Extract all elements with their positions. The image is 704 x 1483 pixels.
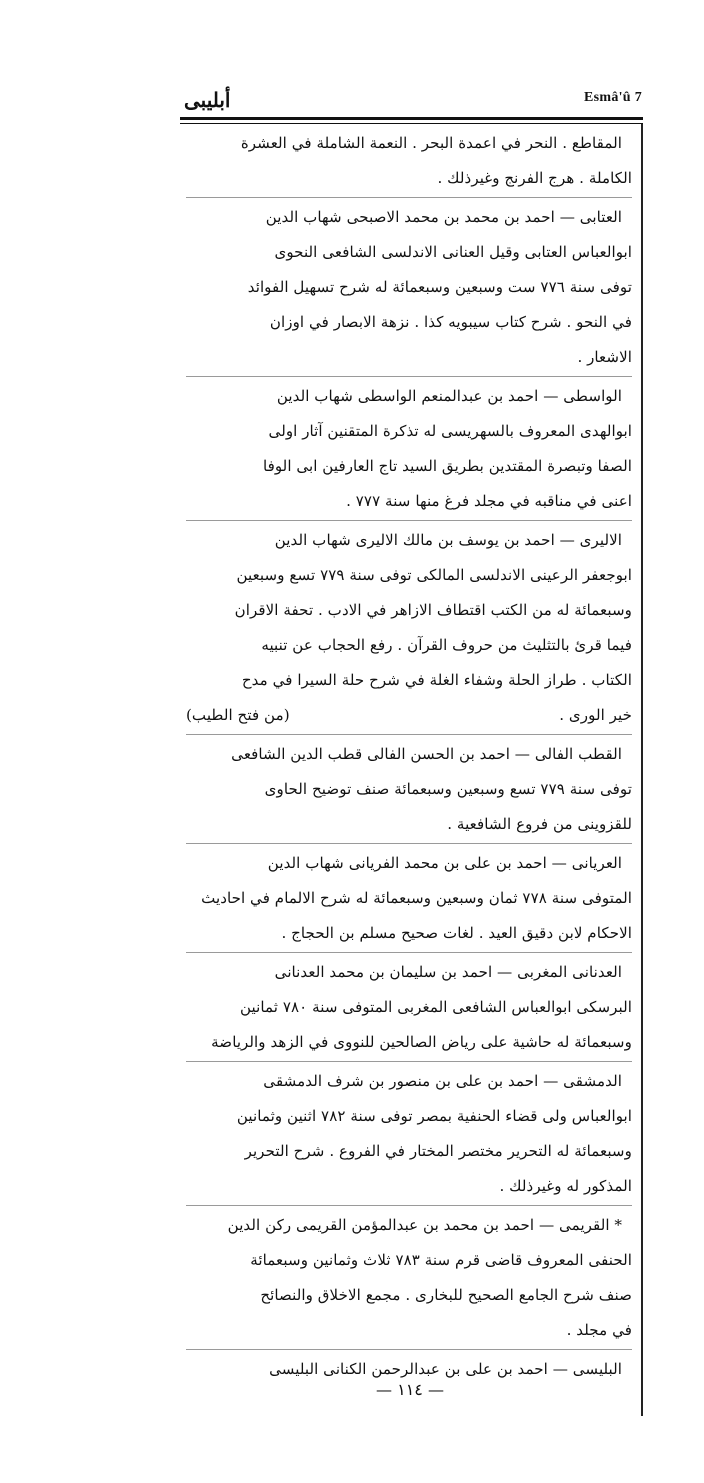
running-head [180,88,642,116]
entry-line: ابوالعباس العتابى وقيل العنانى الاندلسى الشافعى النحوى [274,243,632,261]
entry-line: توفى سنة ٧٧٦ ست وسبعين وسبعمائة له شرح تسهيل الفوائد [247,278,632,296]
entry-separator [186,1205,632,1206]
entry-separator [186,952,632,953]
entry-separator [186,520,632,521]
biography-entry [186,200,632,375]
entry-line: ابوالهدى المعروف بالسهريسى له تذكرة المتقنين آثار اولى [268,422,632,440]
entry-line: الدمشقى — احمد بن على بن منصور بن شرف الدمشقى [263,1072,622,1090]
entry-line: في مجلد . [566,1321,632,1339]
entry-line: العدنانى المغربى — احمد بن سليمان بن محمد العدنانى [274,963,622,981]
entry-line: القطب الفالى — احمد بن الحسن الفالى قطب الدين الشافعى [231,745,622,763]
running-title: أبليبى [184,88,231,112]
entry-line-text: خير الورى . [559,706,632,724]
biography-entry [186,523,632,733]
entry-line: العتابى — احمد بن محمد بن محمد الاصبحى شهاب الدين [265,208,622,226]
biography-entry [186,379,632,519]
entry-line: المتوفى سنة ٧٧٨ ثمان وسبعين وسبعمائة له شرح الالمام في احاديث [201,889,632,907]
margin-rule [641,124,643,1416]
source-citation: (من فتح الطيب) [186,706,290,724]
entry-line: المذكور له وغيرذلك . [499,1177,632,1195]
entry-separator [186,1061,632,1062]
biography-entry [186,126,632,196]
biography-entry [186,955,632,1060]
entry-line: اعنى في مناقبه في مجلد فرغ منها سنة ٧٧٧ . [346,492,632,510]
entry-line: ابوالعباس ولى قضاء الحنفية بمصر توفى سنة ٧٨٢ اثنين وثمانين [236,1107,632,1125]
entry-line: العريانى — احمد بن على بن محمد الفريانى شهاب الدين [267,854,622,872]
entry-separator [186,734,632,735]
entry-line: وسبعمائة له من الكتب اقتطاف الازاهر في الادب . تحفة الاقران [234,601,632,619]
entry-line: فيما قرئ بالتثليث من حروف القرآن . رفع الحجاب عن تنبيه [261,636,632,654]
entry-line: الكتاب . طراز الحلة وشفاء الغلة في شرح حلة السيرا في مدح [241,671,632,689]
entry-line: وسبعمائة له التحرير مختصر المختار في الفروع . شرح التحرير [244,1142,632,1160]
entry-line: البليسى — احمد بن على بن عبدالرحمن الكنانى البليسى [269,1360,622,1378]
entry-line: في النحو . شرح كتاب سيبويه كذا . نزهة الابصار في اوزان [269,313,632,331]
biography-entry [186,846,632,951]
biography-entry [186,1208,632,1348]
body-text [186,126,632,1387]
entry-line: البرسكى ابوالعباس الشافعى المغربى المتوفى سنة ٧٨٠ ثمانين [239,998,632,1016]
header-rule-thin [180,123,643,124]
header-rule-thick [180,117,643,120]
entry-separator [186,1349,632,1350]
entry-line: الاليرى — احمد بن يوسف بن مالك الاليرى شهاب الدين [274,531,622,549]
entry-separator [186,376,632,377]
entry-line: الاحكام لابن دقيق العيد . لغات صحيح مسلم بن الحجاج . [281,924,632,942]
running-label: Esmâ'û 7 [583,90,642,105]
entry-line: المقاطع . النحر في اعمدة البحر . النعمة الشاملة في العشرة [240,134,622,152]
entry-line: توفى سنة ٧٧٩ تسع وسبعين وسبعمائة صنف توضيح الحاوى [264,780,632,798]
entry-line [186,698,632,733]
entry-line: * القريمى — احمد بن محمد بن عبدالمؤمن القريمى ركن الدين [227,1216,622,1234]
entry-line: الواسطى — احمد بن عبدالمنعم الواسطى شهاب الدين [276,387,622,405]
entry-line: الصفا وتبصرة المقتدين بطريق السيد تاج العارفين ابى الوفا [262,457,632,475]
entry-line: للقزوينى من فروع الشافعية . [447,815,632,833]
entry-line: ابوجعفر الرعينى الاندلسى المالكى توفى سنة ٧٧٩ تسع وسبعين [236,566,632,584]
entry-line: وسبعمائة له حاشية على رياض الصالحين للنووى في الزهد والرياضة [211,1033,632,1051]
entry-line: صنف شرح الجامع الصحيح للبخارى . مجمع الاخلاق والنصائح [260,1286,632,1304]
entry-separator [186,197,632,198]
page-number: — ١١٤ — [376,1380,444,1399]
biography-entry [186,737,632,842]
entry-line: الكاملة . هرج الفرنج وغيرذلك . [437,169,632,187]
biography-entry [186,1064,632,1204]
entry-line: الحنفى المعروف قاضى قرم سنة ٧٨٣ ثلاث وثمانين وسبعمائة [250,1251,632,1269]
entry-line: الاشعار . [577,348,632,366]
entry-separator [186,843,632,844]
